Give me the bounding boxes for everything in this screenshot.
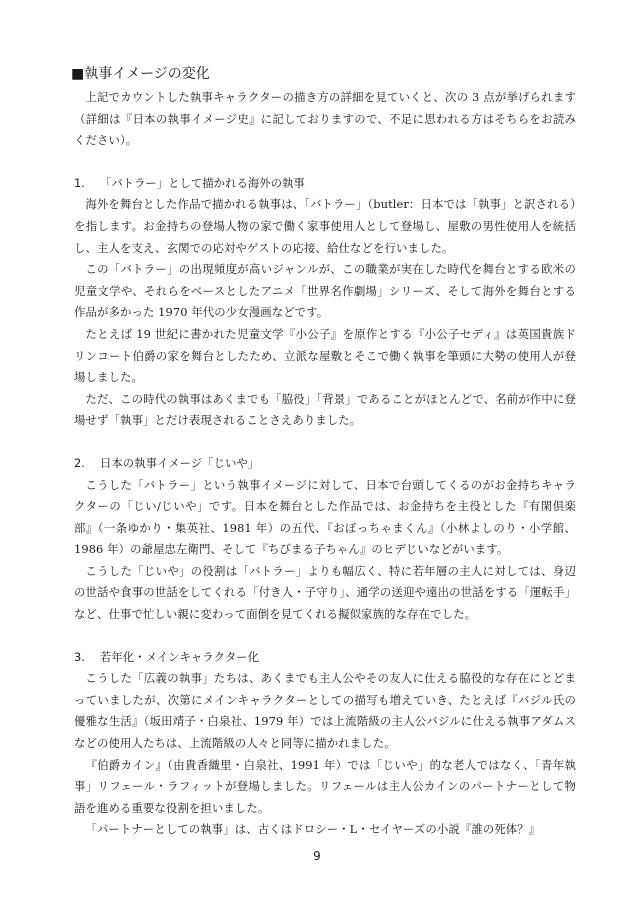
section-2-heading <box>74 453 576 475</box>
intro-paragraph: 上記でカウントした執事キャラクターの描き方の詳細を見ていくと、次の 3 点が挙げられます（詳細は『日本の執事イメージ史』に記しておりますので、不足に思われる方はそちらをお読みください）。 <box>74 90 576 148</box>
section-title: ■執事イメージの変化 <box>71 66 210 82</box>
section-3-heading-text: 若年化・メインキャラクター化 <box>100 649 260 664</box>
section-1 <box>74 173 576 432</box>
section-1-paragraph-3: たとえば 19 世紀に書かれた児童文学『小公子』を原作とする『小公子セディ』は英国貴族ドリンコート伯爵の家を舞台としたため、立派な屋敷とそこで働く執事を筆頭に大勢の使用人が登場しました。 <box>74 326 576 385</box>
section-1-number: 1. <box>74 175 85 190</box>
section-3-paragraph-2: 『伯爵カイン』（由貴香織里・白泉社、1991 年）では「じいや」的な老人ではなく、「青年執事」リフェール・ラフィットが登場しました。リフェールは主人公カインのパートナーとして物語を進める重要な役割を担いました。 <box>74 757 576 815</box>
section-1-paragraph-4: ただ、この時代の執事はあくまでも「脇役」「背景」であることがほとんどで、名前が作中に登場せず「執事」とだけ表現されることさえありました。 <box>74 391 576 428</box>
section-2-paragraph-1: こうした「バトラー」という執事イメージに対して、日本で台頭してくるのがお金持ちキャラクターの「じい/じいや」です。日本を舞台とした作品では、お金持ちを主役とした『有閑倶楽部』（一条ゆかり・集英社、1981 年）の五代、『おぼっちゃまくん』（小林よしのり・小学館、1986 年）の爺屋忠左衛門、そして『ちびまる子ちゃん』のヒデじいなどがいます。 <box>74 477 576 557</box>
section-1-heading-text: 「バトラー」として描かれる海外の執事 <box>100 175 305 190</box>
section-3-number: 3. <box>74 649 85 664</box>
section-3-paragraph-3: 「パートナーとしての執事」は、古くはドロシー・L・セイヤーズの小説『誰の死体？』 <box>85 822 541 837</box>
section-3-paragraph-1: こうした「広義の執事」たちは、あくまでも主人公やその友人に仕える脇役的な存在にとどまっていましたが、次第にメインキャラクターとしての描写も増えていき、たとえば『バジル氏の優雅な生活』（坂田靖子・白泉社、1979 年）では上流階級の主人公バジルに仕える執事アダムスなどの使用人たちは、上流階級の人々と同等に描かれました。 <box>74 671 576 751</box>
page-number: 9 <box>313 849 321 863</box>
section-2-paragraph-2: こうした「じいや」の役割は「バトラー」よりも幅広く、特に若年層の主人に対しては、身辺の世話や食事の世話をしてくれる「付き人・子守り」、通学の送迎や遠出の世話をする「運転手」など、仕事で忙しい親に変わって面倒を見てくれる擬似家族的な存在でした。 <box>74 563 576 622</box>
section-2 <box>74 453 576 626</box>
section-2-heading-text: 日本の執事イメージ「じいや」 <box>100 455 260 470</box>
section-1-paragraph-1: 海外を舞台とした作品で描かれる執事は、「バトラー」（butler：日本では「執事」と訳される）を指します。お金持ちの登場人物の家で働く家事使用人として登場し、屋敷の男性使用人を統括し、主人を支え、玄関での応対やゲストの応接、給仕などを行いました。 <box>74 197 576 255</box>
section-2-number: 2. <box>74 455 85 470</box>
section-3 <box>74 647 576 841</box>
section-1-paragraph-2: この「バトラー」の出現頻度が高いジャンルが、この職業が実在した時代を舞台とする欧米の児童文学や、それらをベースとしたアニメ「世界名作劇場」シリーズ、そして海外を舞台とする作品が多かった 1970 年代の少女漫画などです。 <box>74 262 576 320</box>
section-1-heading <box>74 173 576 195</box>
section-3-heading <box>74 647 576 669</box>
